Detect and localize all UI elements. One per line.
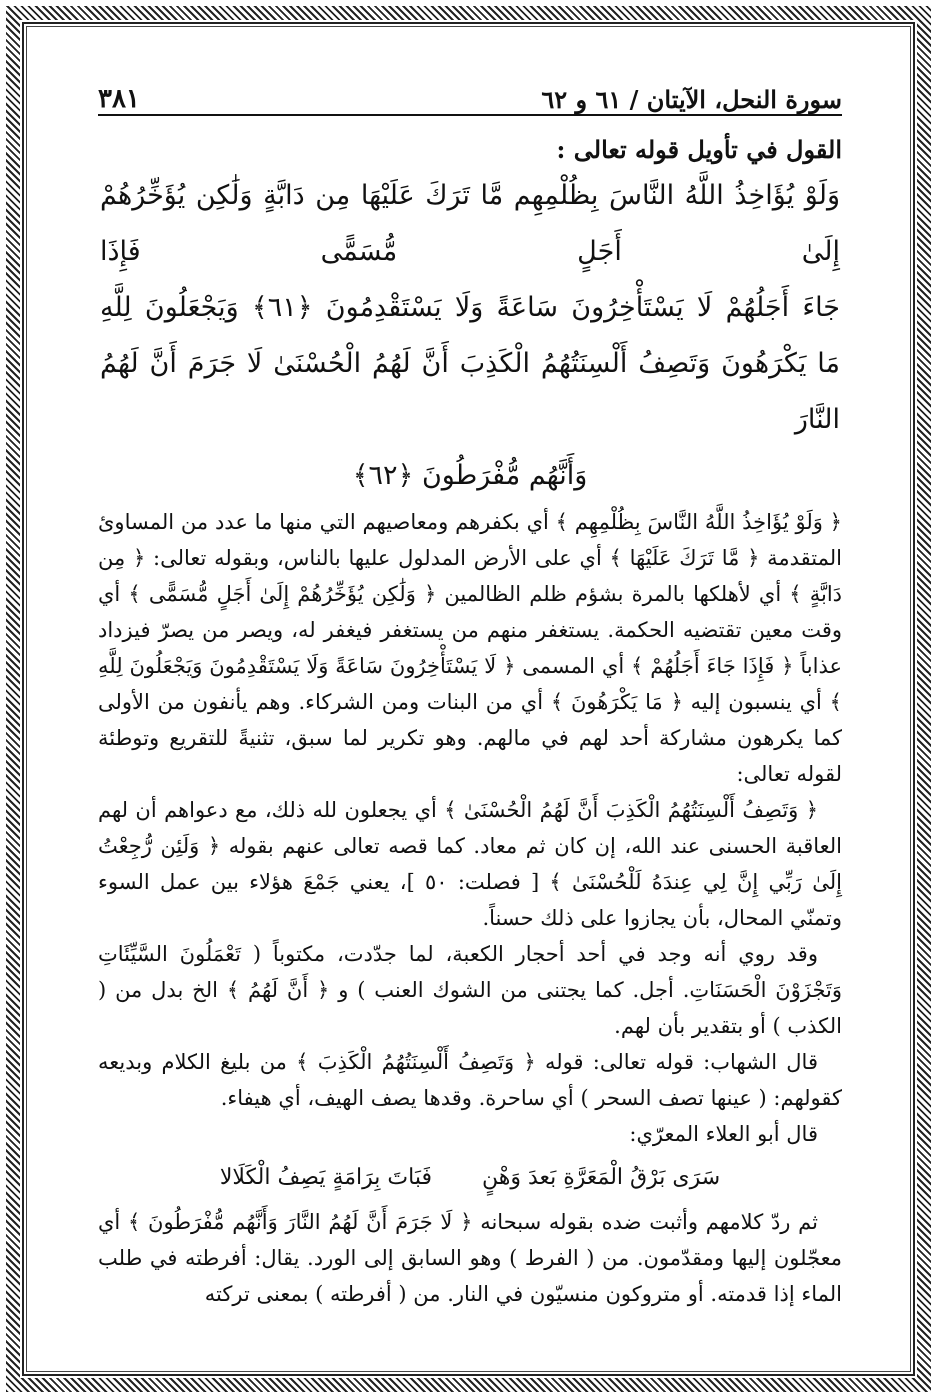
running-header [98, 70, 842, 116]
poem-verse [98, 1156, 842, 1200]
verse-line: مَا يَكْرَهُونَ وَتَصِفُ أَلْسِنَتُهُمُ الْكَذِبَ أَنَّ لَهُمُ الْحُسْنَىٰ لَا جَرَمَ أَنَّ لَهُمُ النَّارَ [100, 348, 840, 435]
commentary-paragraph: قال الشهاب: قوله تعالى: قوله ﴿ وَتَصِفُ أَلْسِنَتُهُمُ الْكَذِبَ ﴾ من بليغ الكلام وبديعه كقولهم: ( عينها تصف السحر ) أي ساحرة. وقدها يصف الهيف، أي هيفاء. [98, 1050, 842, 1110]
poem-first-hemistich: سَرَى بَرْقُ الْمَعَرَّةِ بَعدَ وَهْنٍ [481, 1165, 721, 1190]
running-title: سورة النحل، الآيتان / ٦١ و ٦٢ [541, 85, 842, 114]
page-content [98, 70, 842, 1340]
verse-line: وَلَوْ يُؤَاخِذُ اللَّهُ النَّاسَ بِظُلْمِهِم مَّا تَرَكَ عَلَيْهَا مِن دَابَّةٍ وَلَٰكِن يُؤَخِّرُهُمْ إِلَىٰ أَجَلٍ مُّسَمًّى فَإِذَا [100, 180, 840, 267]
poem-attribution: قال أبو العلاء المعرّي: [629, 1122, 818, 1146]
poem-second-hemistich: فَبَاتَ بِرَامَةٍ يَصِفُ الْكَلَالا [219, 1165, 432, 1190]
commentary-paragraph: وقد روي أنه وجد في أحد أحجار الكعبة، لما جدّدت، مكتوباً ( تَعْمَلُونَ السَّيِّئَاتِ وَتَجْزَوْنَ الْحَسَنَاتِ. أجل. كما يجتنى من الشوك العنب ) و ﴿ أَنَّ لَهُمُ ﴾ الخ بدل من ( الكذب ) أو بتقدير بأن لهم. [98, 942, 842, 1038]
page-number: ٣٨١ [98, 84, 140, 114]
verse-line: وَأَنَّهُم مُّفْرَطُونَ ﴿٦٢﴾ [352, 460, 588, 491]
commentary-paragraph: ﴿ وَتَصِفُ أَلْسِنَتُهُمُ الْكَذِبَ أَنَّ لَهُمُ الْحُسْنَىٰ ﴾ أي يجعلون لله ذلك، مع دعواهم أن لهم العاقبة الحسنى عند الله، إن كان ثم معاد. كما قصه تعالى عنهم بقوله ﴿ وَلَئِن رُّجِعْتُ إِلَىٰ رَبِّي إِنَّ لِي عِندَهُ لَلْحُسْنَىٰ ﴾ [ فصلت: ٥٠ ]، يعني جَمْعَ هؤلاء بين عمل السوء وتمنّي المحال، بأن يجازوا على ذلك حسناً. [98, 798, 842, 930]
verse-line: جَاءَ أَجَلُهُمْ لَا يَسْتَأْخِرُونَ سَاعَةً وَلَا يَسْتَقْدِمُونَ ﴿٦١﴾ وَيَجْعَلُونَ لِلَّهِ [100, 292, 840, 323]
quran-verses [98, 168, 842, 504]
commentary-paragraph: ثم ردّ كلامهم وأثبت ضده بقوله سبحانه ﴿ لَا جَرَمَ أَنَّ لَهُمُ النَّارَ وَأَنَّهُم مُّفْرَطُونَ ﴾ أي معجّلون إليها ومقدّمون. من ( الفرط ) وهو السابق إلى الورد. يقال: أفرطته في طلب الماء إذا قدمته. أو متروكون منسيّون في النار. من ( أفرطته ) بمعنى تركته [98, 1210, 842, 1306]
section-heading: القول في تأويل قوله تعالى : [556, 135, 842, 164]
commentary-paragraph: ﴿ وَلَوْ يُؤَاخِذُ اللَّهُ النَّاسَ بِظُلْمِهِم ﴾ أي بكفرهم ومعاصيهم التي منها ما عدد من المساوئ المتقدمة ﴿ مَّا تَرَكَ عَلَيْهَا ﴾ أي على الأرض المدلول عليها بالناس، وبقوله تعالى: ﴿ مِن دَابَّةٍ ﴾ أي لأهلكها بالمرة بشؤم ظلم الظالمين ﴿ وَلَٰكِن يُؤَخِّرُهُمْ إِلَىٰ أَجَلٍ مُّسَمًّى ﴾ أي وقت معين تقتضيه الحكمة. يستغفر منهم من يستغفر فيغفر له، ويصر من يصرّ فيزداد عذاباً ﴿ فَإِذَا جَاءَ أَجَلُهُمْ ﴾ أي المسمى ﴿ لَا يَسْتَأْخِرُونَ سَاعَةً وَلَا يَسْتَقْدِمُونَ وَيَجْعَلُونَ لِلَّهِ ﴾ أي ينسبون إليه ﴿ مَا يَكْرَهُونَ ﴾ أي من البنات ومن الشركاء. وهم يأنفون من الأولى كما يكرهون مشاركة أحد لهم في مالهم. وهو تكرير لما سبق، تثنيةً للتقريع وتوطئة لقوله تعالى: [98, 510, 842, 786]
